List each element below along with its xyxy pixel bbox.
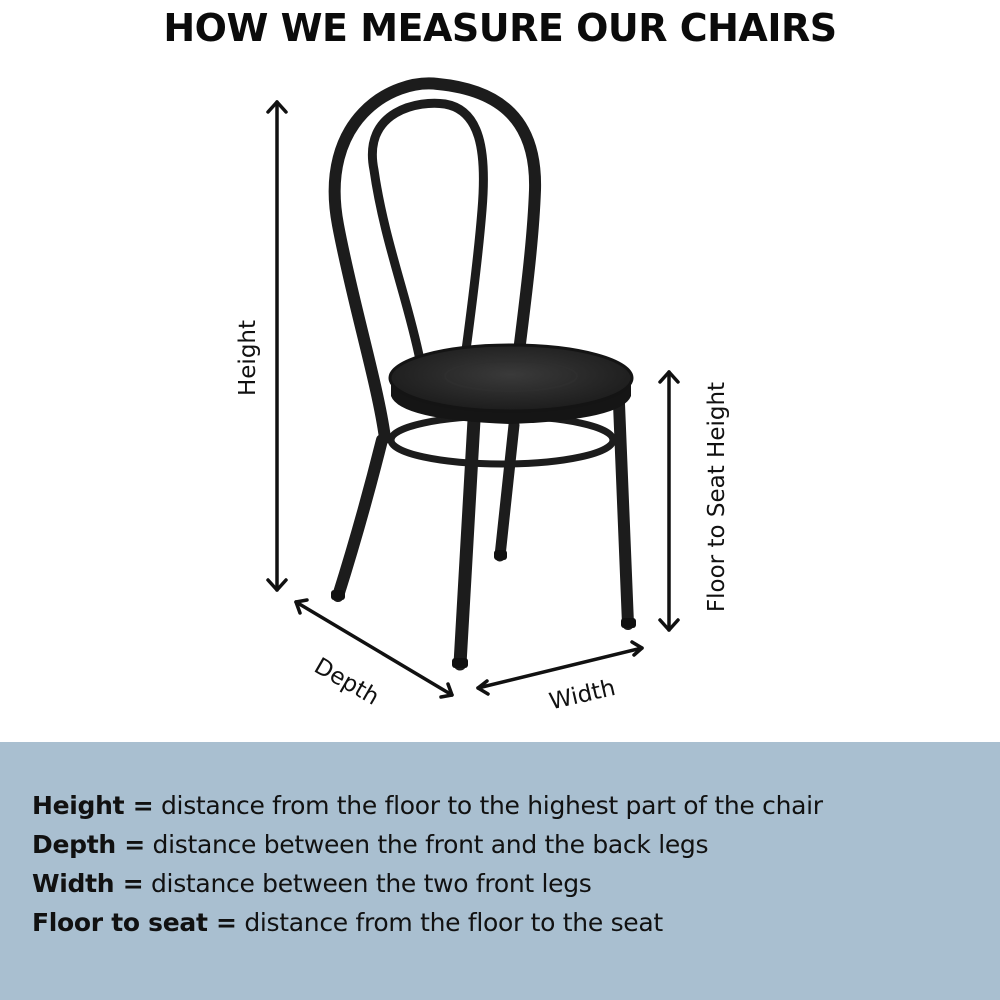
definition-text: distance from the floor to the highest part of the chair <box>153 791 823 820</box>
definitions-panel <box>0 742 1000 1000</box>
definition-term: Depth = <box>32 830 145 859</box>
depth-label: Depth <box>309 653 384 711</box>
definition-text: distance between the two front legs <box>143 869 592 898</box>
definition-floor-to-seat <box>32 903 823 942</box>
definition-term: Height = <box>32 791 154 820</box>
inner-back-bow <box>372 103 483 360</box>
definition-depth <box>32 825 823 864</box>
definition-width <box>32 864 823 903</box>
front-left-leg <box>460 420 474 664</box>
definition-text: distance between the front and the back legs <box>144 830 709 859</box>
floor-to-seat-label: Floor to Seat Height <box>704 381 730 613</box>
definition-term: Width = <box>32 869 144 898</box>
definitions-list <box>32 786 823 942</box>
height-label: Height <box>235 319 261 397</box>
front-right-leg <box>619 404 628 624</box>
definition-term: Floor to seat = <box>32 908 237 937</box>
floor-to-seat-arrow <box>660 372 678 630</box>
back-right-leg <box>500 425 514 556</box>
width-label: Width <box>546 674 618 716</box>
chair-seat <box>390 345 632 424</box>
page-title: HOW WE MEASURE OUR CHAIRS <box>163 6 837 50</box>
definition-text: distance from the floor to the seat <box>236 908 663 937</box>
height-arrow <box>268 102 286 590</box>
back-left-leg <box>338 440 382 596</box>
definition-height <box>32 786 823 825</box>
